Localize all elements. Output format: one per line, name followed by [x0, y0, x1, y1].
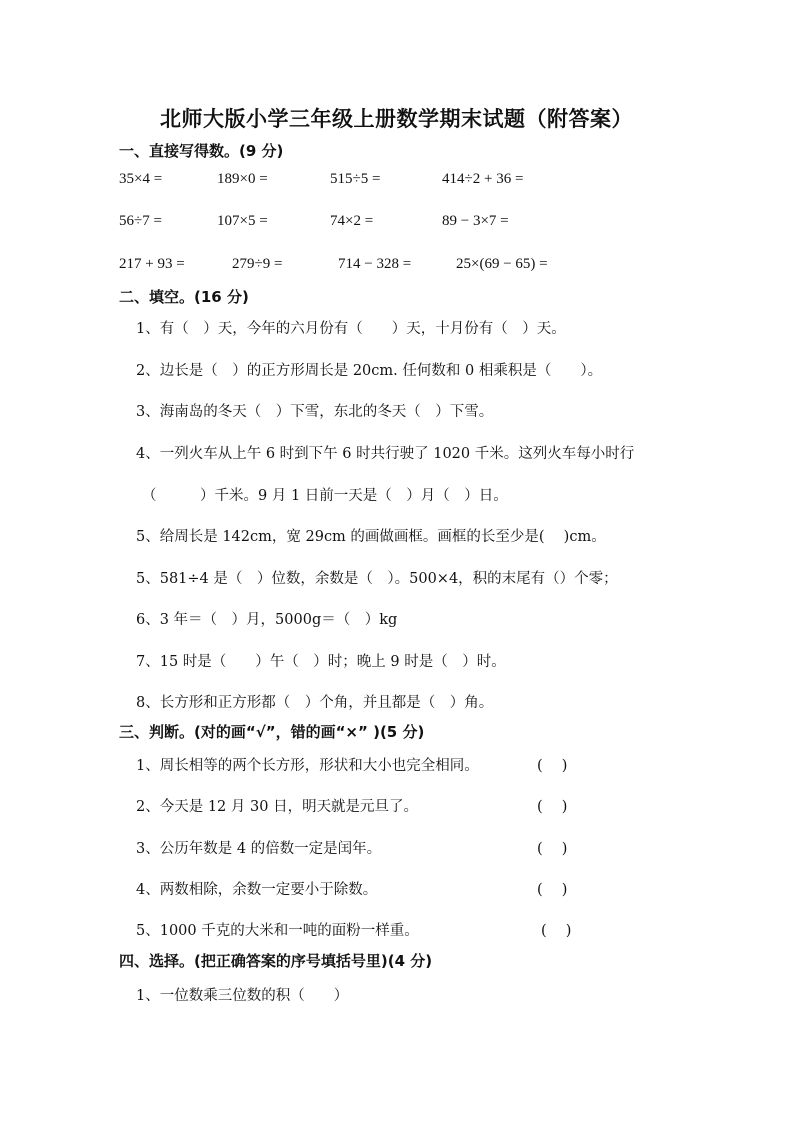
- fill-blank-item: 1、有（ ）天，今年的六月份有（ ）天，十月份有（ ）天。: [136, 321, 566, 337]
- calc-item: 35×4 =: [119, 171, 163, 187]
- fill-blank-item: 5、581÷4 是（ ）位数，余数是（ ）。500×4，积的末尾有（）个零；: [136, 571, 618, 587]
- page-title: 北师大版小学三年级上册数学期末试题（附答案）: [160, 107, 633, 131]
- fill-blank-item: 6、3 年＝（ ）月，5000g＝（ ）kg: [136, 612, 398, 628]
- true-false-item: 4、两数相除，余数一定要小于除数。: [136, 882, 378, 898]
- answer-blank: ( ): [537, 758, 568, 774]
- calc-item: 89 − 3×7 =: [442, 213, 509, 229]
- section-heading-direct-calc: 一、直接写得数。(9 分): [119, 142, 284, 160]
- answer-blank: ( ): [541, 923, 572, 939]
- multiple-choice-item: 1、一位数乘三位数的积（ ）: [136, 988, 349, 1004]
- fill-blank-item-continued: （ ）千米。9 月 1 日前一天是（ ）月（ ）日。: [142, 488, 508, 504]
- true-false-item: 1、周长相等的两个长方形，形状和大小也完全相同。: [136, 758, 479, 774]
- calc-item: 189×0 =: [217, 171, 268, 187]
- calc-item: 56÷7 =: [119, 213, 162, 229]
- answer-blank: ( ): [537, 882, 568, 898]
- section-heading-fill-blank: 二、填空。(16 分): [119, 288, 249, 306]
- true-false-item: 3、公历年数是 4 的倍数一定是闰年。: [136, 841, 382, 857]
- fill-blank-item: 3、海南岛的冬天（ ）下雪，东北的冬天（ ）下雪。: [136, 404, 494, 420]
- calc-item: 217 + 93 =: [119, 256, 185, 272]
- calc-item: 279÷9 =: [232, 256, 283, 272]
- fill-blank-item: 5、给周长是 142cm，宽 29cm 的画做画框。画框的长至少是( )cm。: [136, 529, 606, 545]
- true-false-item: 2、今天是 12 月 30 日，明天就是元旦了。: [136, 799, 419, 815]
- section-heading-multiple-choice: 四、选择。(把正确答案的序号填括号里)(4 分): [119, 952, 433, 970]
- fill-blank-item: 4、一列火车从上午 6 时到下午 6 时共行驶了 1020 千米。这列火车每小时行: [136, 446, 635, 462]
- fill-blank-item: 8、长方形和正方形都（ ）个角，并且都是（ ）角。: [136, 695, 494, 711]
- fill-blank-item: 7、15 时是（ ）午（ ）时；晚上 9 时是（ ）时。: [136, 654, 506, 670]
- calc-item: 515÷5 =: [330, 171, 381, 187]
- answer-blank: ( ): [537, 799, 568, 815]
- calc-item: 414÷2 + 36 =: [442, 171, 524, 187]
- section-heading-true-false: 三、判断。(对的画“√”，错的画“×” )(5 分): [119, 723, 425, 741]
- true-false-item: 5、1000 千克的大米和一吨的面粉一样重。: [136, 923, 419, 939]
- fill-blank-item: 2、边长是（ ）的正方形周长是 20cm. 任何数和 0 相乘积是（ ）。: [136, 363, 603, 379]
- calc-item: 25×(69 − 65) =: [456, 256, 548, 272]
- calc-item: 74×2 =: [330, 213, 374, 229]
- calc-item: 107×5 =: [217, 213, 268, 229]
- calc-item: 714 − 328 =: [338, 256, 412, 272]
- answer-blank: ( ): [537, 841, 568, 857]
